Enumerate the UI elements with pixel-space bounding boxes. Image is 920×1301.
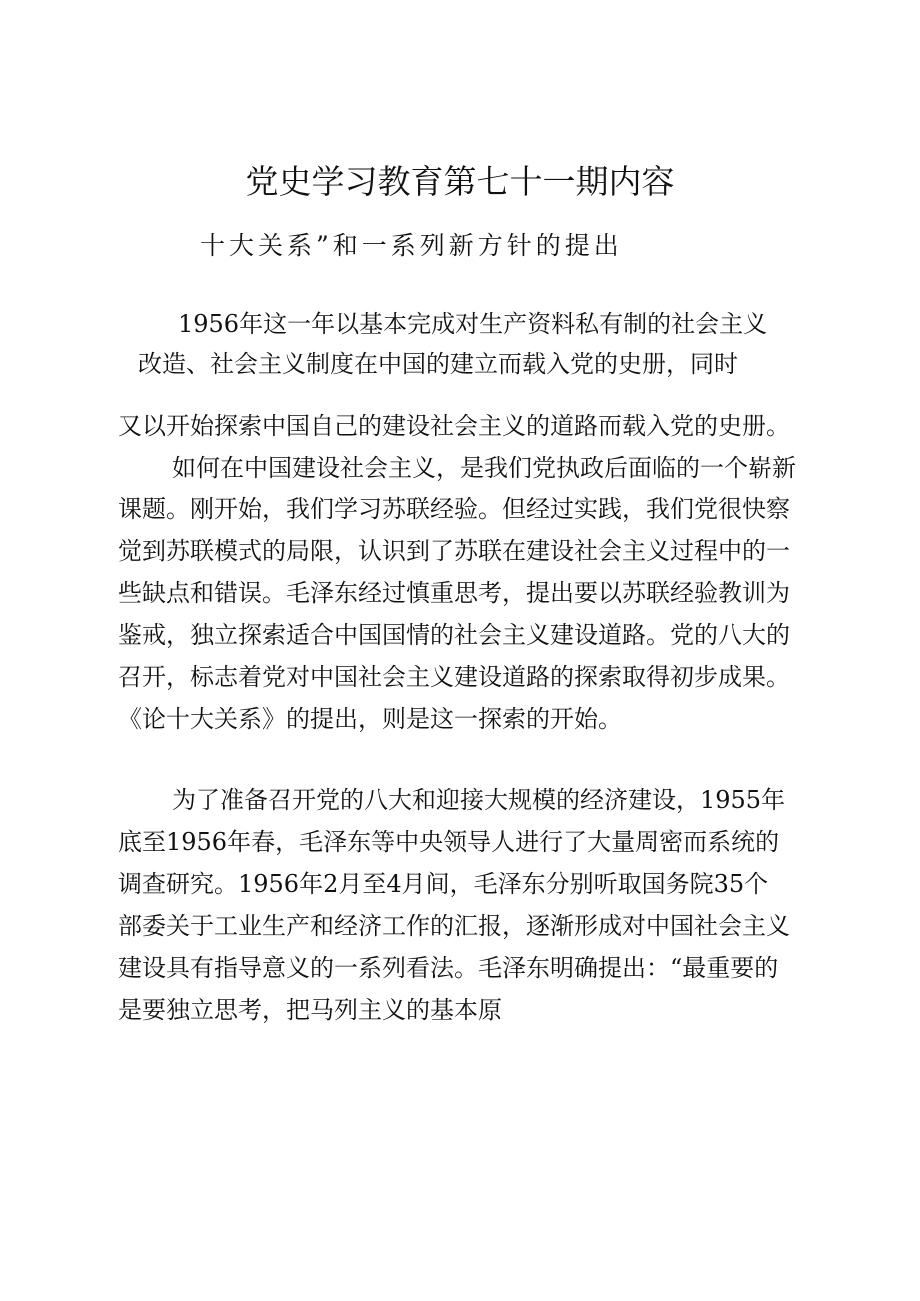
paragraph-1-line-1: 1956年这一年以基本完成对生产资料私有制的社会主义	[178, 310, 768, 338]
paragraph-2-line-3: 觉到苏联模式的局限，认识到了苏联在建设社会主义过程中的一	[118, 537, 790, 565]
paragraph-3-line-3: 调查研究。1956年2月至4月间，毛泽东分别听取国务院35个	[118, 870, 769, 898]
paragraph-2-line-4: 些缺点和错误。毛泽东经过慎重思考，提出要以苏联经验教训为	[118, 579, 790, 607]
paragraph-2-line-5: 鉴戒，独立探索适合中国国情的社会主义建设道路。党的八大的	[118, 621, 790, 649]
document-title: 党史学习教育第七十一期内容	[245, 162, 675, 201]
paragraph-3-line-4: 部委关于工业生产和经济工作的汇报，逐渐形成对中国社会主义	[118, 912, 790, 940]
paragraph-2-line-2: 课题。刚开始，我们学习苏联经验。但经过实践，我们党很快察	[118, 495, 790, 523]
paragraph-3-line-5: 建设具有指导意义的一系列看法。毛泽东明确提出：“最重要的	[118, 954, 779, 982]
paragraph-3-line-2: 底至1956年春，毛泽东等中央领导人进行了大量周密而系统的	[118, 828, 780, 856]
paragraph-3-line-1: 为了准备召开党的八大和迎接大规模的经济建设，1955年	[172, 786, 786, 814]
document-subtitle: 十大关系”和一系列新方针的提出	[200, 231, 623, 260]
paragraph-1-line-2: 改造、社会主义制度在中国的建立而载入党的史册，同时	[138, 350, 738, 378]
paragraph-2-line-6: 召开，标志着党对中国社会主义建设道路的探索取得初步成果。	[118, 663, 790, 691]
paragraph-2-line-1: 如何在中国建设社会主义，是我们党执政后面临的一个崭新	[172, 454, 796, 482]
paragraph-1-line-3: 又以开始探索中国自己的建设社会主义的道路而载入党的史册。	[118, 412, 790, 440]
paragraph-3-line-6: 是要独立思考，把马列主义的基本原	[118, 996, 502, 1024]
paragraph-2-line-7: 《论十大关系》的提出，则是这一探索的开始。	[118, 705, 622, 733]
